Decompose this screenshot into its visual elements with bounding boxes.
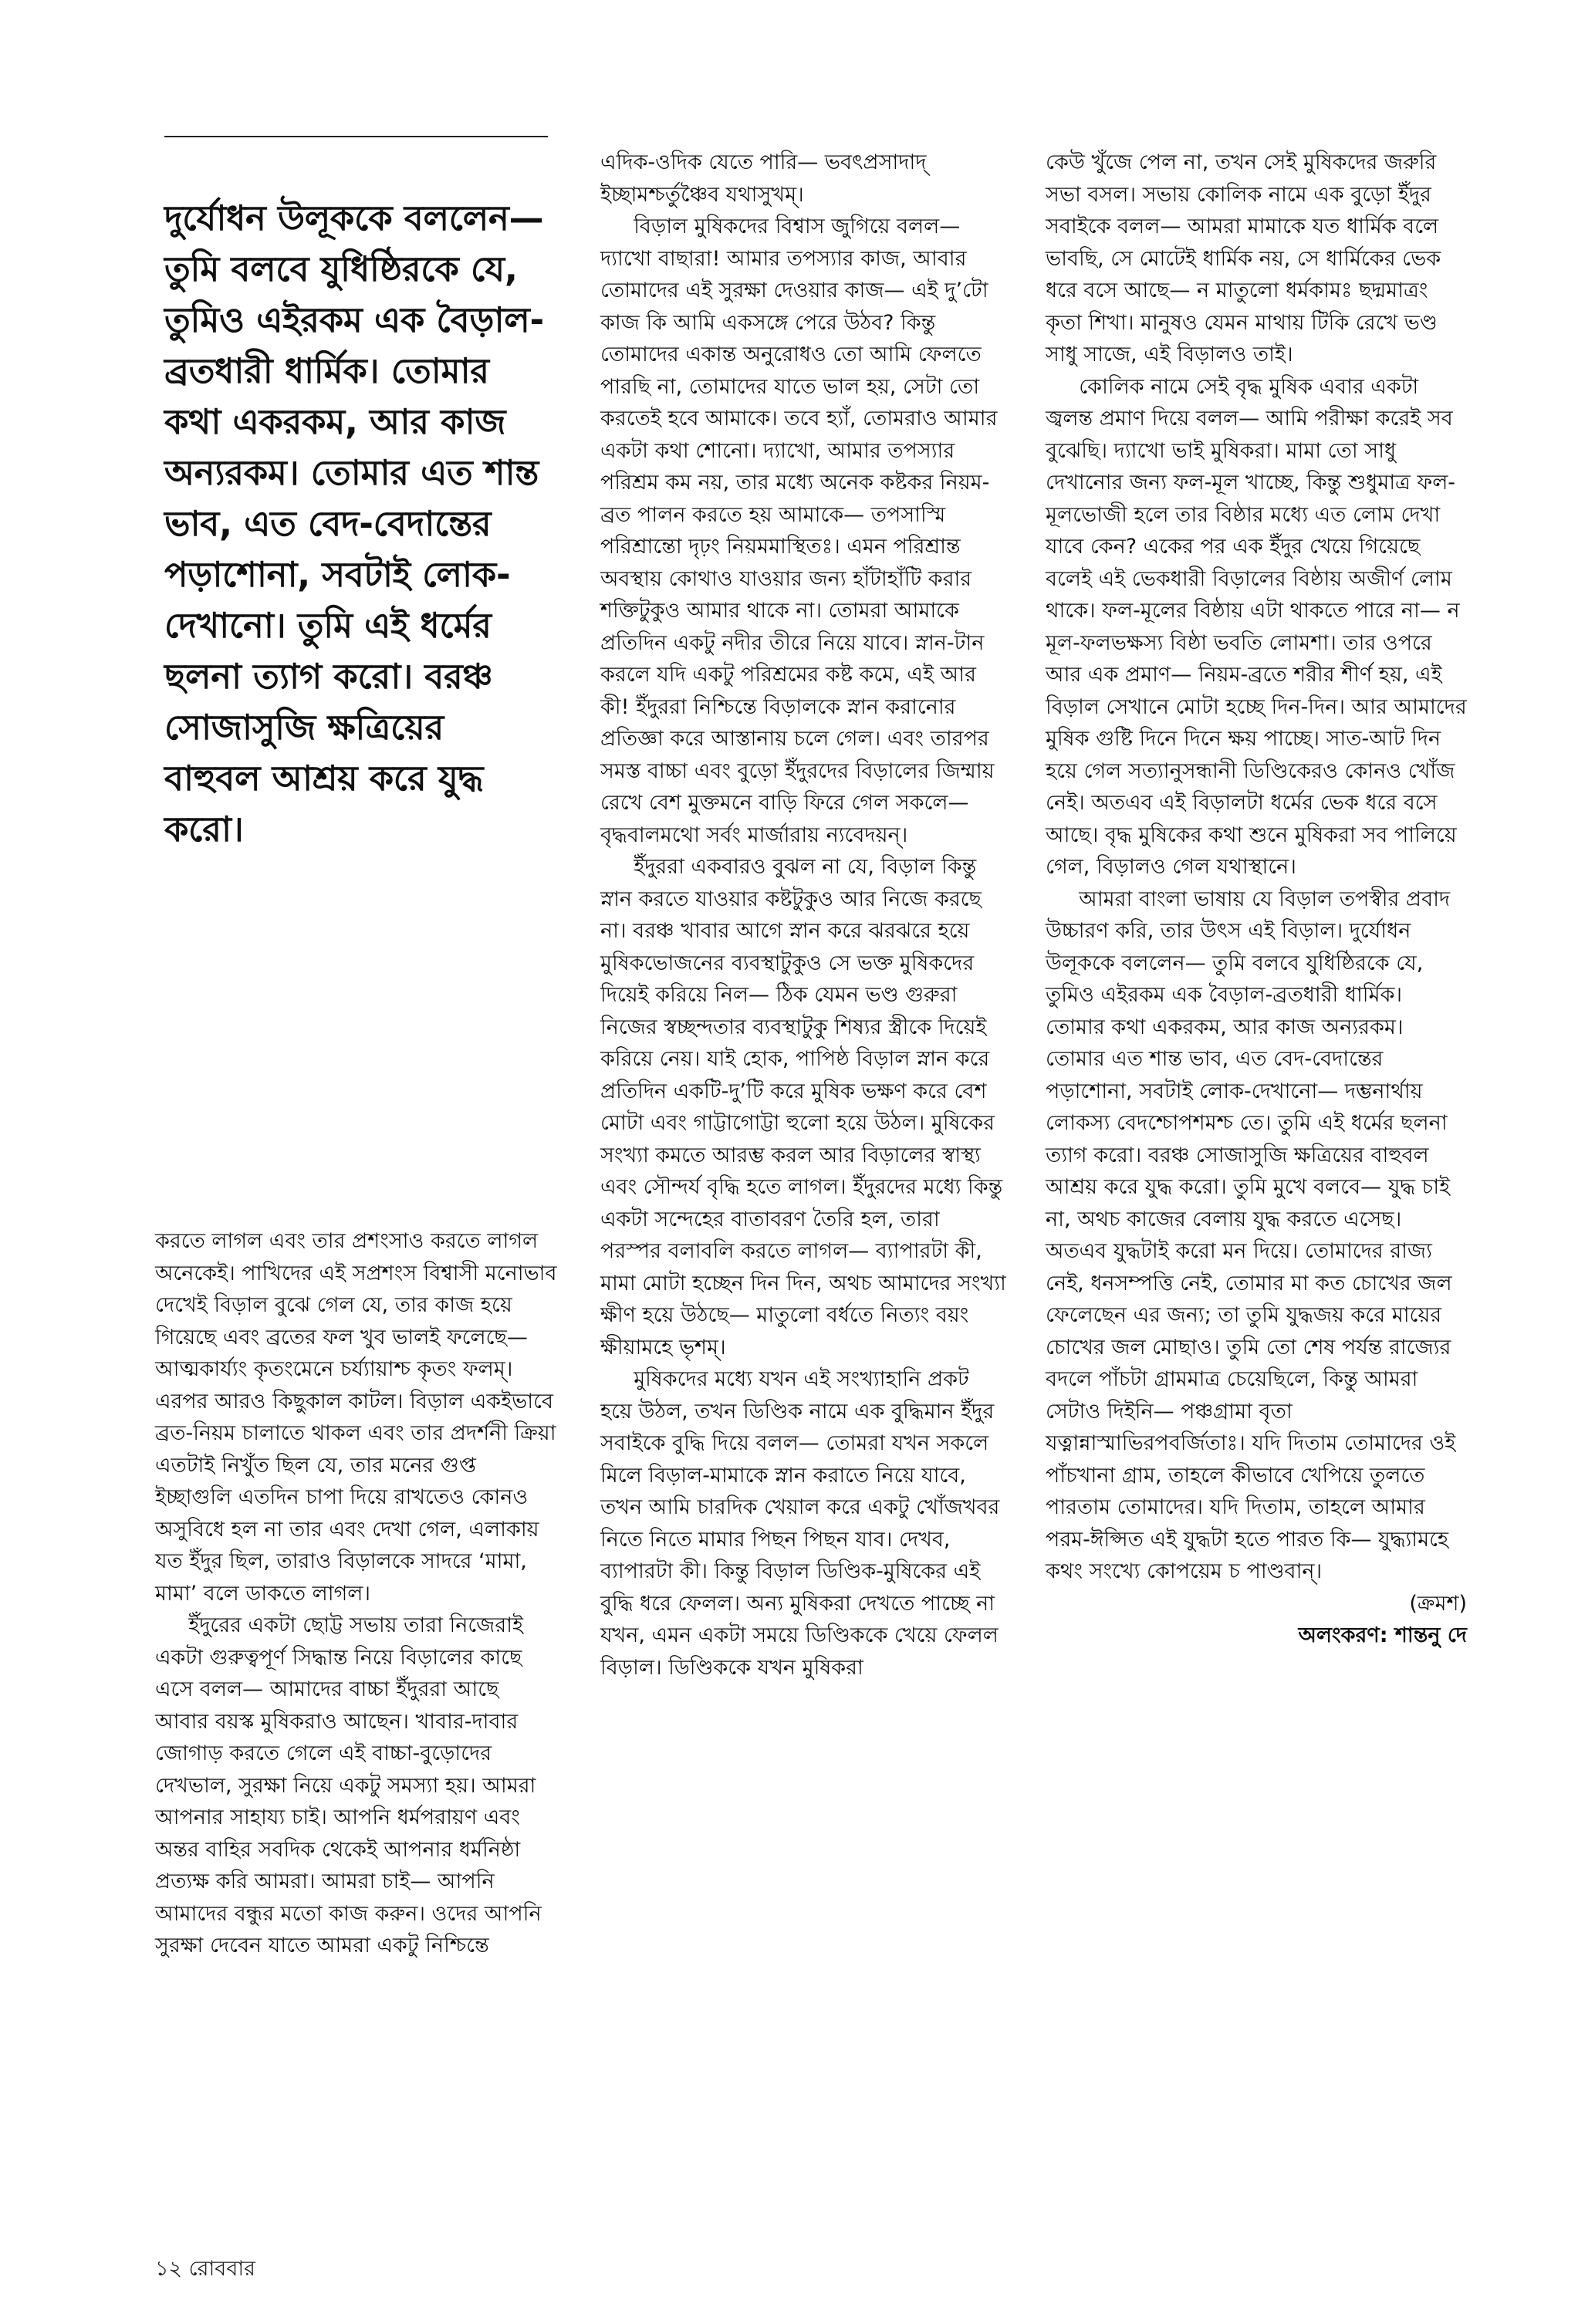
column-2: [600, 147, 1006, 1684]
column-1: [155, 1225, 558, 1962]
paragraph: ইঁদুরের একটা ছোট্ট সভায় তারা নিজেরাই একটা গুরুত্বপূর্ণ সিদ্ধান্ত নিয়ে বিড়ালের কাছে এসে বলল— আমাদের বাচ্চা ইঁদুররা আছে আবার বয়স্ক মুষিকরাও আছেন। খাবার-দাবার জোগাড় করতে গেলে এই বাচ্চা-বুড়োদের দেখভাল, সুরক্ষা নিয়ে একটু সমস্যা হয়। আমরা আপনার সাহায্য চাই। আপনি ধর্মপরায়ণ এবং অন্তর বাহির সবদিক থেকেই আপনার ধর্মনিষ্ঠা প্রত্যক্ষ করি আমরা। আমরা চাই— আপনি আমাদের বন্ধুর মতো কাজ করুন। ওদের আপনি সুরক্ষা দেবেন যাতে আমরা একটু নিশ্চিন্তে: [155, 1613, 542, 1957]
paragraph: এদিক-ওদিক যেতে পারি— ভবৎপ্রসাদাদ্ ইচ্ছামশ্চর্তুঞ্চৈব যথাসুখম্।: [600, 150, 927, 207]
column-3: [1046, 147, 1467, 1652]
paragraph: আমরা বাংলা ভাষায় যে বিড়াল তপস্বীর প্রবাদ উচ্চারণ করি, তার উৎস এই বিড়াল। দুর্যোধন উলূককে বললেন— তুমি বলবে যুধিষ্ঠিরকে যে, তুমিও এইরকম এক বৈড়াল-ব্রতধারী ধার্মিক। তোমার কথা একরকম, আর কাজ অন্যরকম। তোমার এত শান্ত ভাব, এত বেদ-বেদান্তের পড়াশোনা, সবটাই লোক-দেখানো— দম্ভনার্থায় লোকস্য বেদশ্চোপশমশ্চ তে। তুমি এই ধর্মের ছলনা ত্যাগ করো। বরঞ্চ সোজাসুজি ক্ষত্রিয়ের বাহুবল আশ্রয় করে যুদ্ধ করো। তুমি মুখে বলবে— যুদ্ধ চাই না, অথচ কাজের বেলায় যুদ্ধ করতে এসেছ। অতএব যুদ্ধটাই করো মন দিয়ে। তোমাদের রাজ্য নেই, ধনসম্পত্তি নেই, তোমার মা কত চোখের জল ফেলেছেন এর জন্য; তা তুমি যুদ্ধজয় করে মায়ের চোখের জল মোছাও। তুমি তো শেষ পর্যন্ত রাজ্যের বদলে পাঁচটা গ্রামমাত্র চেয়েছিলে, কিন্তু আমরা সেটাও দিইনি— পঞ্চগ্রামা বৃতা যত্নান্নাস্মাভিরপবর্জিতাঃ। যদি দিতাম তোমাদের ওই পাঁচখানা গ্রাম, তাহলে কীভাবে খেপিয়ে তুলতে পারতাম তোমাদের। যদি দিতাম, তাহলে আমার পরম-ঈপ্সিত এই যুদ্ধটা হতে পারত কি— যুদ্ধ্যামহে কথং সংখ্যে কোপয়েম চ পাণ্ডবান্।: [1046, 887, 1456, 1583]
pull-quote-rule: [164, 136, 548, 137]
paragraph: কেউ খুঁজে পেল না, তখন সেই মুষিকদের জরুরি সভা বসল। সভায় কোলিক নামে এক বুড়ো ইঁদুর সবাইকে বলল— আমরা মামাকে যত ধার্মিক বলে ভাবছি, সে মোটেই ধার্মিক নয়, সে ধার্মিকের ভেক ধরে বসে আছে— ন মাতুলো ধর্মকামঃ ছদ্মমাত্রং কৃতা শিখা। মানুষও যেমন মাথায় টিকি রেখে ভণ্ড সাধু সাজে, এই বিড়ালও তাই।: [1046, 150, 1441, 367]
pull-quote: দুর্যোধন উলূককে বললেন— তুমি বলবে যুধিষ্ঠিরকে যে, তুমিও এইরকম এক বৈড়াল-ব্রতধারী ধার্মিক। তোমার কথা একরকম, আর কাজ অন্যরকম। তোমার এত শান্ত ভাব, এত বেদ-বেদান্তের পড়াশোনা, সবটাই লোক-দেখানো। তুমি এই ধর্মের ছলনা ত্যাগ করো। বরঞ্চ সোজাসুজি ক্ষত্রিয়ের বাহুবল আশ্রয় করে যুদ্ধ করো।: [164, 198, 544, 850]
paragraph: বিড়াল মুষিকদের বিশ্বাস জুগিয়ে বলল— দ্যাখো বাছারা! আমার তপস্যার কাজ, আবার তোমাদের এই সুরক্ষা দেওয়ার কাজ— এই দু’টো কাজ কি আমি একসঙ্গে পেরে উঠব? কিন্তু তোমাদের একান্ত অনুরোধও তো আমি ফেলতে পারছি না, তোমাদের যাতে ভাল হয়, সেটা তো করতেই হবে আমাকে। তবে হ্যাঁ, তোমরাও আমার একটা কথা শোনো। দ্যাখো, আমার তপস্যার পরিশ্রম কম নয়, তার মধ্যে অনেক কষ্টকর নিয়ম-ব্রত পালন করতে হয় আমাকে— তপসাস্মি পরিশ্রান্তো দৃঢ়ং নিয়মমাস্থিতঃ। এমন পরিশ্রান্ত অবস্থায় কোথাও যাওয়ার জন্য হাঁটাহাঁটি করার শক্তিটুকুও আমার থাকে না। তোমরা আমাকে প্রতিদিন একটু নদীর তীরে নিয়ে যাবে। স্নান-টান করলে যদি একটু পরিশ্রমের কষ্ট কমে, এই আর কী! ইঁদুররা নিশ্চিন্তে বিড়ালকে স্নান করানোর প্রতিজ্ঞা করে আস্তানায় চলে গেল। এবং তারপর সমস্ত বাচ্চা এবং বুড়ো ইঁদুরদের বিড়ালের জিম্মায় রেখে বেশ মুক্তমনে বাড়ি ফিরে গেল সকলে— বৃদ্ধবালমথো সর্বং মার্জারায় ন্যবেদয়ন্।: [600, 214, 998, 847]
to-be-continued-note: (ক্রমশ): [1409, 1591, 1467, 1616]
paragraph: মুষিকদের মধ্যে যখন এই সংখ্যাহানি প্রকট হয়ে উঠল, তখন ডিণ্ডিক নামে এক বুদ্ধিমান ইঁদুর সবাইকে বুদ্ধি দিয়ে বলল— তোমরা যখন সকলে মিলে বিড়াল-মামাকে স্নান করাতে নিয়ে যাবে, তখন আমি চারদিক খেয়াল করে একটু খোঁজখবর নিতে নিতে মামার পিছন পিছন যাব। দেখব, ব্যাপারটা কী। কিন্তু বিড়াল ডিণ্ডিক-মুষিকের এই বুদ্ধি ধরে ফেলল। অন্য মুষিকরা দেখতে পাচ্ছে না যখন, এমন একটা সময়ে ডিণ্ডিককে খেয়ে ফেলল বিড়াল। ডিণ্ডিককে যখন মুষিকরা: [600, 1367, 1000, 1680]
paragraph: করতে লাগল এবং তার প্রশংসাও করতে লাগল অনেকেই। পাখিদের এই সপ্রশংস বিশ্বাসী মনোভাব দেখেই বিড়াল বুঝে গেল যে, তার কাজ হয়ে গিয়েছে এবং ব্রতের ফল খুব ভালই ফলেছে— আত্মকার্য্যং কৃতংমেনে চর্য্যায়াশ্চ কৃতং ফলম্। এরপর আরও কিছুকাল কাটল। বিড়াল একইভাবে ব্রত-নিয়ম চালাতে থাকল এবং তার প্রদর্শনী ক্রিয়া এতটাই নিখুঁত ছিল যে, তার মনের গুপ্ত ইচ্ছাগুলি এতদিন চাপা দিয়ে রাখতেও কোনও অসুবিধে হল না তার এবং দেখা গেল, এলাকায় যত ইঁদুর ছিল, তারাও বিড়ালকে সাদরে ‘মামা, মামা’ বলে ডাকতে লাগল।: [155, 1229, 557, 1606]
paragraph: ইঁদুররা একবারও বুঝল না যে, বিড়াল কিন্তু স্নান করতে যাওয়ার কষ্টটুকুও আর নিজে করছে না। বরঞ্চ খাবার আগে স্নান করে ঝরঝরে হয়ে মুষিকভোজনের ব্যবস্থাটুকুও সে ভক্ত মুষিকদের দিয়েই করিয়ে নিল— ঠিক যেমন ভণ্ড গুরুরা নিজের স্বচ্ছন্দতার ব্যবস্থাটুকু শিষ্যর স্ত্রীকে দিয়েই করিয়ে নেয়। যাই হোক, পাপিষ্ঠ বিড়াল স্নান করে প্রতিদিন একটি-দু’টি করে মুষিক ভক্ষণ করে বেশ মোটা এবং গাট্টাগোট্টা হুলো হয়ে উঠল। মুষিকের সংখ্যা কমতে আরম্ভ করল আর বিড়ালের স্বাস্থ্য এবং সৌন্দর্য বৃদ্ধি হতে লাগল। ইঁদুরদের মধ্যে কিন্তু একটা সন্দেহের বাতাবরণ তৈরি হল, তারা পরস্পর বলাবলি করতে লাগল— ব্যাপারটা কী, মামা মোটা হচ্ছেন দিন দিন, অথচ আমাদের সংখ্যা ক্ষীণ হয়ে উঠছে— মাতুলো বর্ধতে নিত্যং বয়ং ক্ষীয়ামহে ভৃশম্।: [600, 855, 1006, 1360]
illustration-credit: অলংকরণ: শান্তনু দে: [1298, 1623, 1467, 1647]
paragraph: কোলিক নামে সেই বৃদ্ধ মুষিক এবার একটা জ্বলন্ত প্রমাণ দিয়ে বলল— আমি পরীক্ষা করেই সব বুঝেছি। দ্যাখো ভাই মুষিকরা। মামা তো সাধু দেখানোর জন্য ফল-মূল খাচ্ছে, কিন্তু শুধুমাত্র ফল-মূলভোজী হলে তার বিষ্ঠার মধ্যে এত লোম দেখা যাবে কেন? একের পর এক ইঁদুর খেয়ে গিয়েছে বলেই এই ভেকধারী বিড়ালের বিষ্ঠায় অজীর্ণ লোম থাকে। ফল-মূলের বিষ্ঠায় এটা থাকতে পারে না— ন মূল-ফলভক্ষস্য বিষ্ঠা ভবতি লোমশা। তার ওপরে আর এক প্রমাণ— নিয়ম-ব্রতে শরীর শীর্ণ হয়, এই বিড়াল সেখানে মোটা হচ্ছে দিন-দিন। আর আমাদের মুষিক গুষ্টি দিনে দিনে ক্ষয় পাচ্ছে। সাত-আট দিন হয়ে গেল সত্যানুসন্ধানী ডিণ্ডিকেরও কোনও খোঁজ নেই। অতএব এই বিড়ালটা ধর্মের ভেক ধরে বসে আছে। বৃদ্ধ মুষিকের কথা শুনে মুষিকরা সব পালিয়ে গেল, বিড়ালও গেল যথাস্থানে।: [1046, 374, 1467, 879]
page-folio: ১২ রোববার: [155, 2257, 256, 2281]
